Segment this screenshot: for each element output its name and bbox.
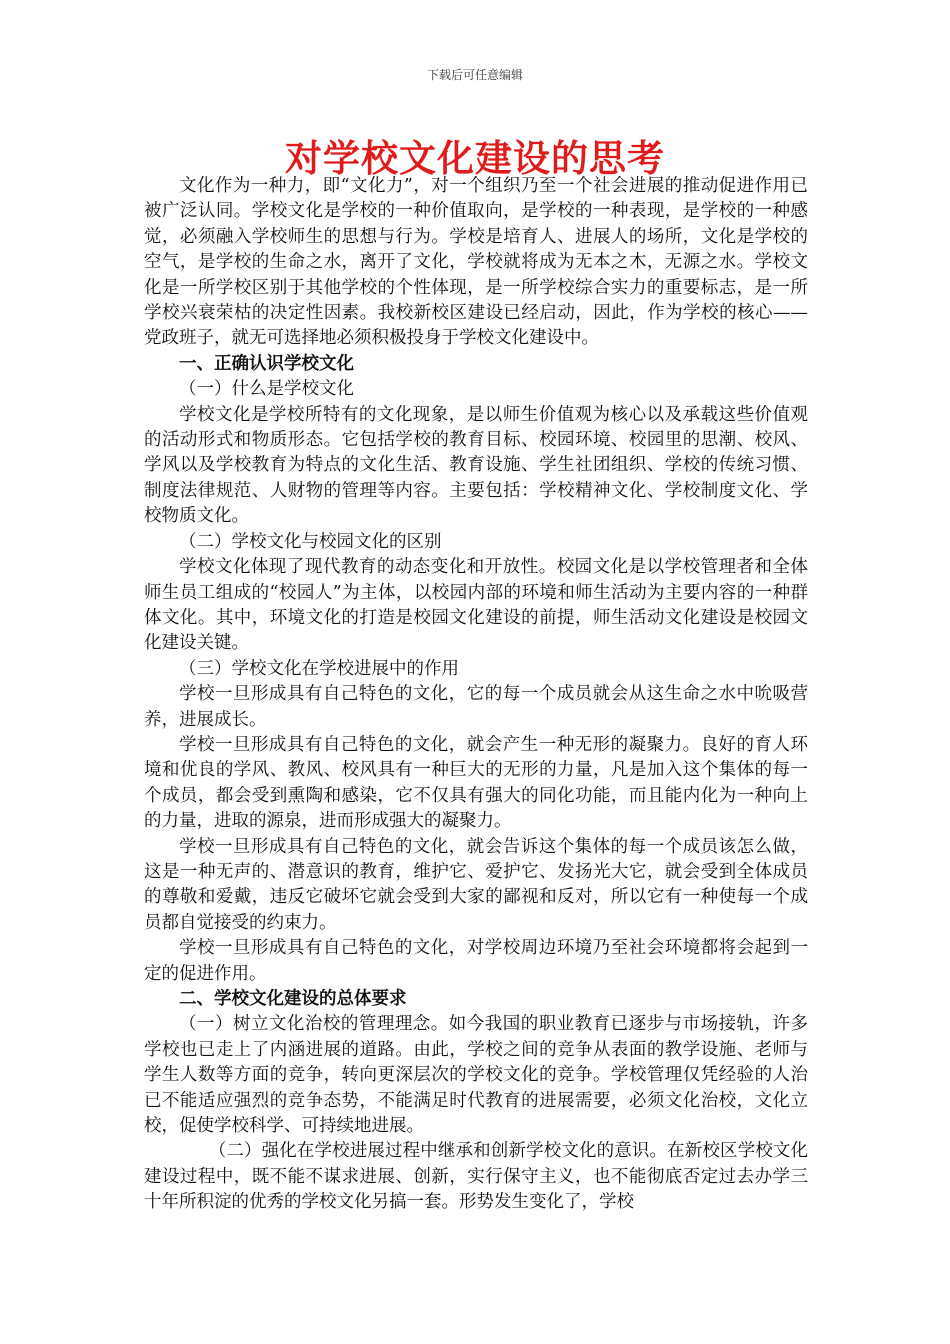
paragraph-role-3: 学校一旦形成具有自己特色的文化，就会告诉这个集体的每一个成员该怎么做，这是一种无声的、潜意识的教育，维护它、爱护它、发扬光大它，就会受到全体成员的尊敬和爱戴，违反它破坏它就会受到大家的鄙视和反对，所以它有一种使每一个成员都自觉接受的约束力。 <box>144 836 808 933</box>
subsection-heading-1-3: （三）学校文化在学校进展中的作用 <box>179 658 459 679</box>
paragraph-role-2: 学校一旦形成具有自己特色的文化，就会产生一种无形的凝聚力。良好的育人环境和优良的学风、教风、校风具有一种巨大的无形的力量，凡是加入这个集体的每一个成员，都会受到熏陶和感染，它不仅具有强大的同化功能，而且能内化为一种向上的力量，进取的源泉，进而形成强大的凝聚力。 <box>144 734 808 832</box>
paragraph-requirement-2: （二）强化在学校进展过程中继承和创新学校文化的意识。在新校区学校文化建设过程中，既不能不谋求进展、创新，实行保守主义，也不能彻底否定过去办学三十年所积淀的优秀的学校文化另搞一套。形势发生变化了，学校 <box>144 1141 808 1213</box>
paragraph-role-4: 学校一旦形成具有自己特色的文化，对学校周边环境乃至社会环境都将会起到一定的促进作用。 <box>144 938 808 984</box>
paragraph-culture-difference: 学校文化体现了现代教育的动态变化和开放性。校园文化是以学校管理者和全体师生员工组成的“校园人”为主体，以校园内部的环境和师生活动为主要内容的一种群体文化。其中，环境文化的打造是校园文化建设的前提，师生活动文化建设是校园文化建设关键。 <box>144 557 808 654</box>
section-heading-1: 一、正确认识学校文化 <box>179 353 354 374</box>
document-title: 对学校文化建设的思考 <box>285 136 665 180</box>
document-body <box>144 174 808 1216</box>
paragraph-role-1: 学校一旦形成具有自己特色的文化，它的每一个成员就会从这生命之水中吮吸营养，进展成长。 <box>144 684 808 730</box>
section-heading-2: 二、学校文化建设的总体要求 <box>179 989 407 1009</box>
paragraph-school-culture-definition: 学校文化是学校所特有的文化现象，是以师生价值观为核心以及承载这些价值观的活动形式和物质形态。它包括学校的教育目标、校园环境、校园里的思潮、校风、学风以及学校教育为特点的文化生活、教育设施、学生社团组织、学校的传统习惯、制度法律规范、人财物的管理等内容。主要包括：学校精神文化、学校制度文化、学校物质文化。 <box>144 404 808 527</box>
page-header: 下载后可任意编辑 <box>426 68 523 82</box>
paragraph-requirement-1: （一）树立文化治校的管理理念。如今我国的职业教育已逐步与市场接轨，许多学校也已走上了内涵进展的道路。由此，学校之间的竞争从表面的教学设施、老师与学生人数等方面的竞争，转向更深层次的学校文化的竞争。学校管理仅凭经验的人治已不能适应强烈的竞争态势，不能满足时代教育的进展需要，必须文化治校，文化立校，促使学校科学、可持续地进展。 <box>144 1014 808 1137</box>
subsection-heading-1-1: （一）什么是学校文化 <box>179 379 354 400</box>
intro-paragraph: 文化作为一种力，即“文化力”，对一个组织乃至一个社会进展的推动促进作用已被广泛认同。学校文化是学校的一种价值取向，是学校的一种表现，是学校的一种感觉，必须融入学校师生的思想与行为。学校是培育人、进展人的场所，文化是学校的空气，是学校的生命之水，离开了文化，学校就将成为无本之木，无源之水。学校文化是一所学校区别于其他学校的个性体现，是一所学校综合实力的重要标志，是一所学校兴衰荣枯的决定性因素。我校新校区建设已经启动，因此，作为学校的核心——党政班子，就无可选择地必须积极投身于学校文化建设中。 <box>144 176 808 349</box>
subsection-heading-1-2: （二）学校文化与校园文化的区别 <box>179 531 442 552</box>
